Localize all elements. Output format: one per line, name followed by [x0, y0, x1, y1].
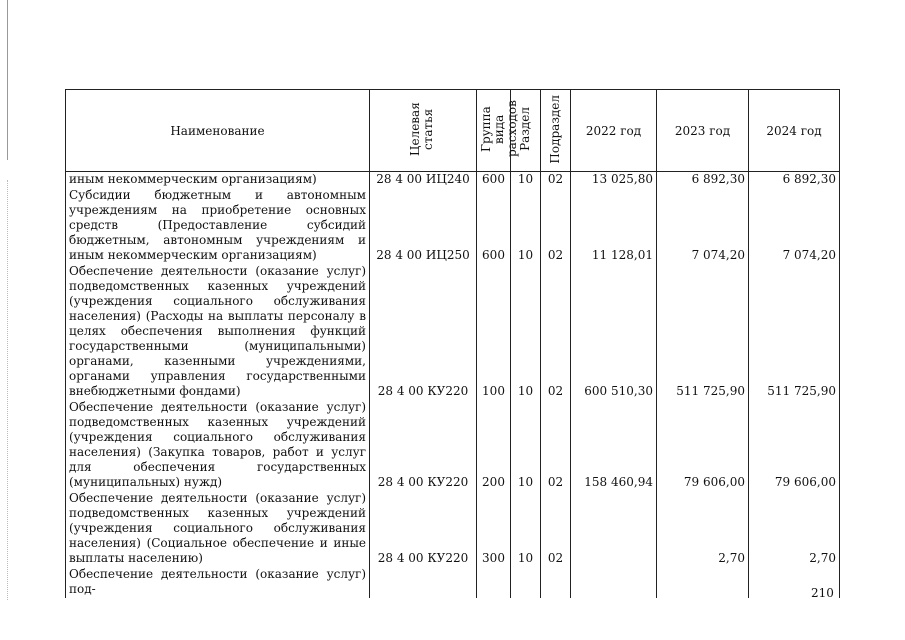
budget-table: [65, 89, 840, 598]
row-subsection: 02: [541, 264, 571, 400]
row-group: 600: [477, 188, 511, 264]
row-target: 28 4 00 КУ220: [370, 491, 477, 567]
row-2022: 600 510,30: [571, 264, 657, 400]
row-name: иным некоммерческим организациям): [66, 172, 370, 189]
row-section: 10: [511, 188, 541, 264]
header-name: Наименование: [66, 90, 370, 172]
header-2024: 2024 год: [749, 90, 840, 172]
row-2023: 2,70: [657, 491, 749, 567]
row-subsection: 02: [541, 491, 571, 567]
row-subsection: [541, 567, 571, 598]
row-name: Обеспечение деятельности (оказание услуг) под-: [66, 567, 370, 598]
row-name: Обеспечение деятельности (оказание услуг) подведомственных казенных учреждений (учреждения социального обслуживания населения) (Закупка товаров, работ и услуг для обеспечения государственных (муниципальных) нужд): [66, 400, 370, 491]
row-2022: 11 128,01: [571, 188, 657, 264]
row-section: 10: [511, 400, 541, 491]
table-row: [66, 400, 840, 491]
table-row: [66, 188, 840, 264]
header-group-label: Группа вида расходов: [479, 100, 519, 158]
row-target: 28 4 00 КУ220: [370, 400, 477, 491]
row-name: Обеспечение деятельности (оказание услуг) подведомственных казенных учреждений (учреждения социального обслуживания населения) (Расходы на выплаты персоналу в целях обеспечения выполнения функций государственными (муниципальными) органами, казенными учреждениями, органами управления государственными внебюджетными фондами): [66, 264, 370, 400]
table-row: [66, 264, 840, 400]
row-2024: 79 606,00: [749, 400, 840, 491]
row-2024: 511 725,90: [749, 264, 840, 400]
header-subsection: [541, 90, 571, 172]
row-2024: 6 892,30: [749, 172, 840, 189]
table-row: [66, 491, 840, 567]
row-section: 10: [511, 264, 541, 400]
page-number: 210: [811, 586, 834, 600]
table-row: [66, 567, 840, 598]
row-name: Обеспечение деятельности (оказание услуг) подведомственных казенных учреждений (учреждения социального обслуживания населения) (Социальное обеспечение и иные выплаты населению): [66, 491, 370, 567]
header-2023: 2023 год: [657, 90, 749, 172]
row-2022: [571, 491, 657, 567]
row-2024: 2,70: [749, 491, 840, 567]
row-subsection: 02: [541, 400, 571, 491]
row-group: 200: [477, 400, 511, 491]
table-row: [66, 172, 840, 189]
header-target-label: Целевая статья: [408, 102, 435, 156]
header-section-label: Раздел: [518, 107, 532, 151]
row-2023: [657, 567, 749, 598]
page-edge-dots: [7, 180, 8, 600]
row-2022: 13 025,80: [571, 172, 657, 189]
row-group: 300: [477, 491, 511, 567]
row-2023: 511 725,90: [657, 264, 749, 400]
row-section: 10: [511, 172, 541, 189]
header-group: [477, 90, 519, 172]
header-row: [66, 90, 840, 172]
row-group: 600: [477, 172, 511, 189]
row-target: [370, 567, 477, 598]
row-subsection: 02: [541, 188, 571, 264]
row-subsection: 02: [541, 172, 571, 189]
row-section: 10: [511, 491, 541, 567]
row-target: 28 4 00 ИЦ250: [370, 188, 477, 264]
header-subsection-label: Подраздел: [548, 94, 562, 164]
row-2023: 6 892,30: [657, 172, 749, 189]
row-target: 28 4 00 ИЦ240: [370, 172, 477, 189]
row-2024: 7 074,20: [749, 188, 840, 264]
row-section: [511, 567, 541, 598]
row-target: 28 4 00 КУ220: [370, 264, 477, 400]
header-2022: 2022 год: [571, 90, 657, 172]
page-edge-line: [7, 0, 8, 160]
row-2023: 7 074,20: [657, 188, 749, 264]
row-2023: 79 606,00: [657, 400, 749, 491]
row-name: Субсидии бюджетным и автономным учреждениям на приобретение основных средств (Предоставление субсидий бюджетным, автономным учреждениям и иным некоммерческим организациям): [66, 188, 370, 264]
row-group: [477, 567, 511, 598]
row-2022: 158 460,94: [571, 400, 657, 491]
row-2022: [571, 567, 657, 598]
header-target: [370, 90, 477, 172]
row-group: 100: [477, 264, 511, 400]
